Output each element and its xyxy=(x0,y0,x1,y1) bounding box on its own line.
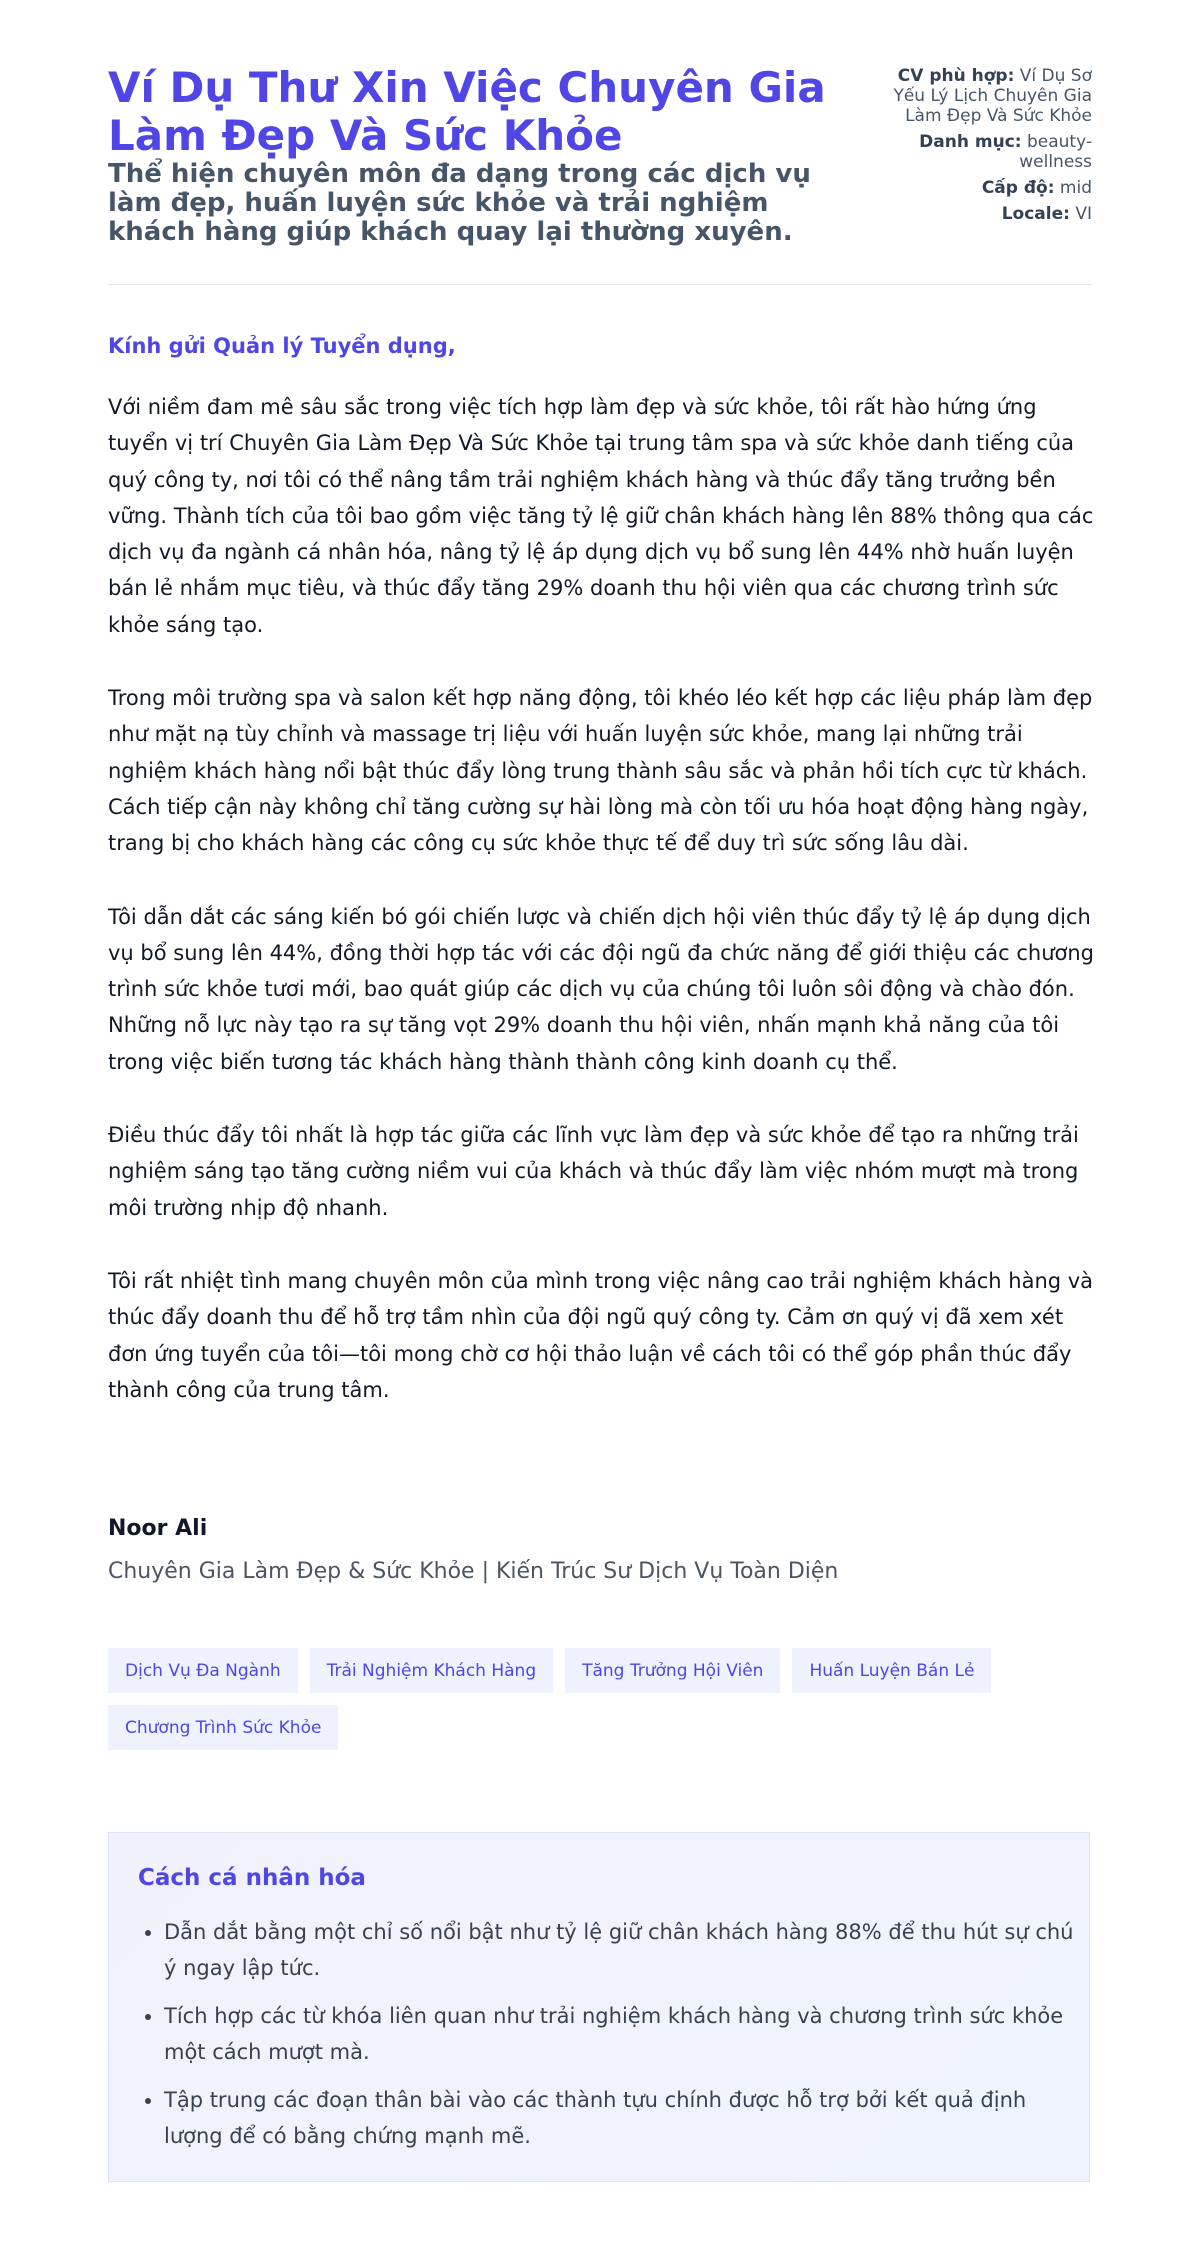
letter-paragraph: Điều thúc đẩy tôi nhất là hợp tác giữa các lĩnh vực làm đẹp và sức khỏe để tạo ra những trải nghiệm sáng tạo tăng cường niềm vui của khách và thúc đẩy làm việc nhóm mượt mà trong môi trường nhịp độ nhanh. xyxy=(108,1123,1079,1220)
meta-locale xyxy=(862,204,1092,224)
keyword-tag: Trải Nghiệm Khách Hàng xyxy=(310,1648,553,1693)
meta-cv xyxy=(862,66,1092,126)
letter-paragraph: Tôi rất nhiệt tình mang chuyên môn của mình trong việc nâng cao trải nghiệm khách hàng và thúc đẩy doanh thu để hỗ trợ tầm nhìn của đội ngũ quý công ty. Cảm ơn quý vị đã xem xét đơn ứng tuyển của tôi—tôi mong chờ cơ hội thảo luận về cách tôi có thể góp phần thúc đẩy thành công của trung tâm. xyxy=(108,1268,1094,1402)
signature-title: Chuyên Gia Làm Đẹp & Sức Khỏe | Kiến Trúc Sư Dịch Vụ Toàn Diện xyxy=(108,1559,839,1584)
keyword-tag: Huấn Luyện Bán Lẻ xyxy=(792,1648,991,1693)
keyword-tag: Tăng Trưởng Hội Viên xyxy=(565,1648,780,1693)
personalization-tips-panel xyxy=(108,1832,1090,2182)
meta-level xyxy=(862,178,1092,198)
keyword-tag: Dịch Vụ Đa Ngành xyxy=(108,1648,298,1693)
page-title: Ví Dụ Thư Xin Việc Chuyên Gia Làm Đẹp Và Sức Khỏe xyxy=(108,63,826,160)
letter-paragraph: Trong môi trường spa và salon kết hợp năng động, tôi khéo léo kết hợp các liệu pháp làm đẹp như mặt nạ tùy chỉnh và massage trị liệu với huấn luyện sức khỏe, mang lại những trải nghiệm khách hàng nổi bật thúc đẩy lòng trung thành sâu sắc và phản hồi tích cực từ khách. Cách tiếp cận này không chỉ tăng cường sự hài lòng mà còn tối ưu hóa hoạt động hàng ngày, trang bị cho khách hàng các công cụ sức khỏe thực tế để duy trì sức sống lâu dài. xyxy=(108,686,1093,856)
signature-name: Noor Ali xyxy=(108,1516,208,1541)
salutation: Kính gửi Quản lý Tuyển dụng, xyxy=(108,334,456,358)
tip-item: • Tích hợp các từ khóa liên quan như trải nghiệm khách hàng và chương trình sức khỏe một cách mượt mà. xyxy=(164,1999,1084,2070)
meta-cv-label: CV phù hợp: xyxy=(897,66,1015,86)
meta-level-label: Cấp độ: xyxy=(981,178,1055,198)
meta-locale-value: VI xyxy=(1075,204,1092,224)
meta-category-value: beauty-wellness xyxy=(1019,132,1092,172)
tips-title: Cách cá nhân hóa xyxy=(138,1865,366,1891)
letter-paragraph: Với niềm đam mê sâu sắc trong việc tích hợp làm đẹp và sức khỏe, tôi rất hào hứng ứng tuyển vị trí Chuyên Gia Làm Đẹp Và Sức Khỏe tại trung tâm spa và sức khỏe danh tiếng của quý công ty, nơi tôi có thể nâng tầm trải nghiệm khách hàng và thúc đẩy tăng trưởng bền vững. Thành tích của tôi bao gồm việc tăng tỷ lệ giữ chân khách hàng lên 88% thông qua các dịch vụ đa ngành cá nhân hóa, nâng tỷ lệ áp dụng dịch vụ bổ sung lên 44% nhờ huấn luyện bán lẻ nhắm mục tiêu, và thúc đẩy tăng 29% doanh thu hội viên qua các chương trình sức khỏe sáng tạo. xyxy=(108,395,1094,637)
meta-panel xyxy=(862,66,1092,230)
keyword-tags xyxy=(108,1648,1008,1762)
meta-cv-value: Ví Dụ Sơ Yếu Lý Lịch Chuyên Gia Làm Đẹp Và Sức Khỏe xyxy=(893,66,1092,126)
header-divider xyxy=(108,284,1092,285)
tip-item: • Tập trung các đoạn thân bài vào các thành tựu chính được hỗ trợ bởi kết quả định lượng để có bằng chứng mạnh mẽ. xyxy=(164,2083,1084,2154)
letter-body xyxy=(108,389,1098,1445)
meta-level-value: mid xyxy=(1059,178,1092,198)
meta-locale-label: Locale: xyxy=(1001,204,1070,224)
page-subtitle: Thể hiện chuyên môn đa dạng trong các dịch vụ làm đẹp, huấn luyện sức khỏe và trải nghiệm khách hàng giúp khách quay lại thường xuyên. xyxy=(108,159,811,247)
tip-item: • Dẫn dắt bằng một chỉ số nổi bật như tỷ lệ giữ chân khách hàng 88% để thu hút sự chú ý ngay lập tức. xyxy=(164,1915,1084,1986)
meta-category xyxy=(862,132,1092,172)
letter-paragraph: Tôi dẫn dắt các sáng kiến bó gói chiến lược và chiến dịch hội viên thúc đẩy tỷ lệ áp dụng dịch vụ bổ sung lên 44%, đồng thời hợp tác với các đội ngũ đa chức năng để giới thiệu các chương trình sức khỏe tươi mới, bao quát giúp các dịch vụ của chúng tôi luôn sôi động và chào đón. Những nỗ lực này tạo ra sự tăng vọt 29% doanh thu hội viên, nhấn mạnh khả năng của tôi trong việc biến tương tác khách hàng thành thành công kinh doanh cụ thể. xyxy=(108,904,1094,1074)
tips-list xyxy=(135,1915,1084,2167)
keyword-tag: Chương Trình Sức Khỏe xyxy=(108,1705,338,1750)
meta-category-label: Danh mục: xyxy=(919,132,1022,152)
